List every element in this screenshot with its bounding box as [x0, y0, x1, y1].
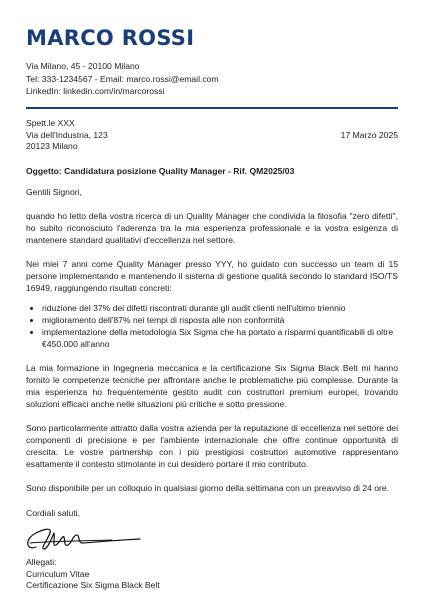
attachment-item: Curriculum Vitae — [26, 568, 90, 579]
handwritten-signature — [22, 519, 152, 555]
list-item: • implementazione della metodologia Six Sigma che ha portato a risparmi quantificabili di oltre €450.000 all'anno — [42, 326, 398, 350]
list-item: • miglioramento dell'87% nei tempi di risposta alle non conformità — [42, 314, 398, 326]
paragraph-availability: Sono disponibile per un colloquio in qualsiasi giorno della settimana con un preavviso di 24 ore. — [26, 483, 390, 494]
contact-block — [26, 60, 398, 98]
letter-subject: Oggetto: Candidatura posizione Quality Manager - Rif. QM2025/03 — [26, 166, 295, 177]
recipient-line-1: Spett.le XXX — [26, 117, 75, 128]
address-row — [26, 118, 398, 153]
attachment-item: Certificazione Six Sigma Black Belt — [26, 580, 160, 591]
attachments-block — [26, 557, 398, 592]
results-list — [26, 302, 398, 350]
recipient-line-3: 20123 Milano — [26, 141, 78, 152]
header-divider — [26, 107, 398, 109]
sender-linkedin: LinkedIn: linkedin.com/in/marcorossi — [26, 86, 165, 97]
sender-address: Via Milano, 45 - 20100 Milano — [26, 61, 140, 71]
closing-line: Cordiali saluti, — [26, 508, 80, 519]
paragraph-intro: quando ho letto della vostra ricerca di un Quality Manager che condivida la filosofia "zero difetti", ho subito riconosciuto l'aderenza tra la mia esperienza professionale e la vostra esigenza di mantenere standard qualitativi d'eccellenza nel settore. — [26, 211, 398, 246]
paragraph-motivation: Sono particolarmente attratto dalla vostra azienda per la reputazione di eccellenza nel settore dei componenti di precisione e per l'ambiente internazionale che offre continue opportunità di crescita. Le vostre partnership con i più prestigiosi costruttori automotive rappresentano esattamente il contesto stimolante in cui desidero portare il mio contributo. — [26, 423, 398, 470]
recipient-line-2: Via dell'Industria, 123 — [26, 129, 108, 140]
paragraph-education: La mia formazione in Ingegneria meccanica e la certificazione Six Sigma Black Belt mi hanno fornito le competenze tecniche per affrontare anche le problematiche più complesse. Durante la mia esperienza ho frequentemente gestito audit con costruttori premium europei, trovando soluzioni efficaci anche nelle situazioni più critiche e sotto pressione. — [26, 363, 398, 410]
greeting: Gentili Signori, — [26, 187, 82, 198]
sender-name: MARCO ROSSI — [26, 26, 195, 50]
list-item: • riduzione del 37% dei difetti riscontrati durante gli audit clienti nell'ultimo triennio — [42, 302, 398, 314]
sender-phone-email: Tel: 333-1234567 - Email: marco.rossi@email.com — [26, 73, 219, 84]
paragraph-experience: Nei miei 7 anni come Quality Manager presso YYY, ho guidato con successo un team di 15 persone implementando e mantenendo il sistema di gestione qualità secondo lo standard ISO/TS 16949, raggiungendo risultati concreti: — [26, 259, 398, 294]
letter-date: 17 Marzo 2025 — [340, 129, 398, 140]
recipient-address — [26, 118, 108, 153]
attachments-title: Allegati: — [26, 557, 57, 568]
